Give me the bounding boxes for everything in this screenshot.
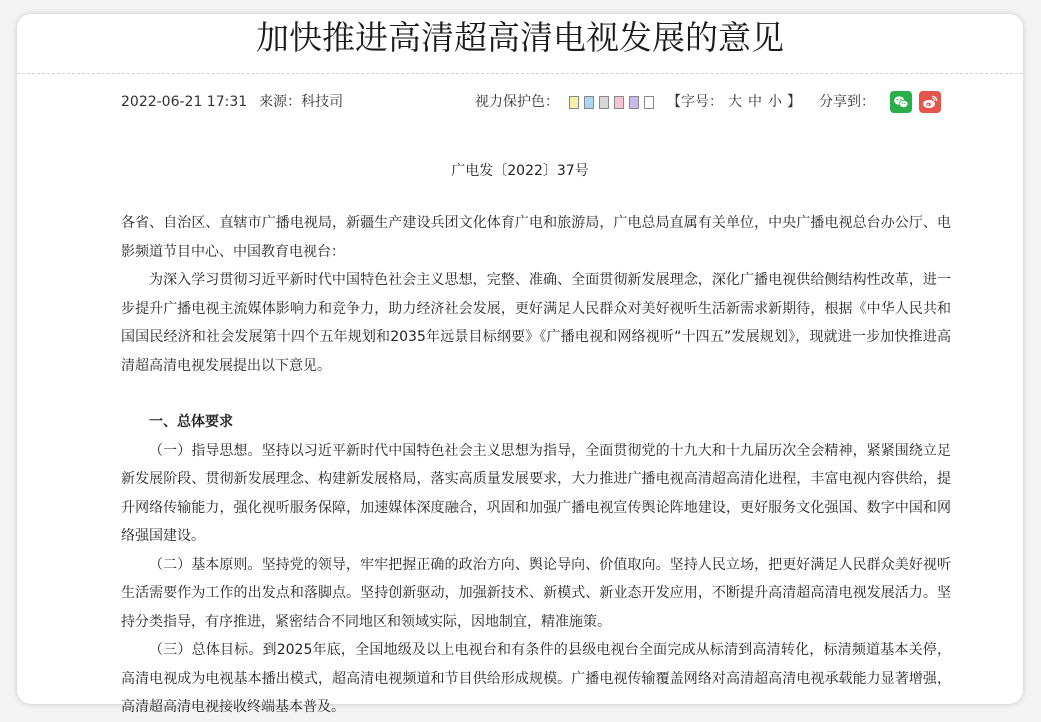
font-size-bracket-close: 】 — [787, 94, 801, 110]
basic-principles-paragraph: （二）基本原则。坚持党的领导，牢牢把握正确的政治方向、舆论导向、价值取向。坚持人民立场，把更好满足人民群众美好视听生活需要作为工作的出发点和落脚点。坚持创新驱动，加强新技术、新模式、新业态开发应用，不断提升高清超高清电视发展活力。坚持分类指导，有序推进，紧密结合不同地区和领域实际，因地制宜，精准施策。 — [121, 556, 951, 630]
publish-date: 2022-06-21 17:31 — [121, 94, 248, 110]
article-source: 来源：科技司 — [259, 94, 344, 110]
color-swatch-gray[interactable] — [599, 96, 609, 109]
font-size-large-button[interactable]: 大 — [728, 94, 742, 110]
font-size-small-button[interactable]: 小 — [768, 94, 782, 110]
overall-goals-paragraph: （三）总体目标。到2025年底，全国地级及以上电视台和有条件的县级电视台全面完成从标清到高清转化，标清频道基本关停，高清电视成为电视基本播出模式，超高清电视频道和节目供给形成规模。广播电视传输覆盖网络对高清超高清电视承载能力显著增强，高清超高清电视接收终端基本普及。 — [121, 642, 951, 715]
color-swatch-purple[interactable] — [629, 96, 639, 109]
share-weibo-button[interactable] — [919, 91, 941, 113]
color-swatch-group — [569, 96, 659, 109]
document-number: 广电发〔2022〕37号 — [451, 163, 589, 179]
color-swatch-pink[interactable] — [614, 96, 624, 109]
article-title: 加快推进高清超高清电视发展的意见 — [256, 18, 784, 57]
paragraph-spacer — [121, 380, 951, 408]
article-card — [17, 14, 1023, 715]
share-wechat-button[interactable] — [890, 91, 912, 113]
article-body — [121, 209, 951, 722]
guiding-thought-paragraph: （一）指导思想。坚持以习近平新时代中国特色社会主义思想为指导，全面贯彻党的十九大和十九届历次全会精神，紧紧围绕立足新发展阶段、贯彻新发展理念、构建新发展格局，落实高质量发展要求，大力推进广播电视高清超高清化进程，丰富电视内容供给，提升网络传输能力，强化视听服务保障，加速媒体深度融合，巩固和加强广播电视宣传舆论阵地建设，更好服务文化强国、数字中国和网络强国建设。 — [121, 442, 951, 544]
share-label: 分享到： — [819, 94, 875, 110]
color-swatch-yellow[interactable] — [569, 96, 579, 109]
section-heading: 一、总体要求 — [149, 414, 233, 430]
title-divider — [17, 73, 1023, 74]
color-swatch-blue[interactable] — [584, 96, 594, 109]
wechat-icon — [893, 94, 909, 110]
font-size-medium-button[interactable]: 中 — [748, 94, 762, 110]
intro-paragraph: 为深入学习贯彻习近平新时代中国特色社会主义思想，完整、准确、全面贯彻新发展理念，深化广播电视供给侧结构性改革，进一步提升广播电视主流媒体影响力和竞争力，助力经济社会发展，更好满足人民群众对美好视听生活新需求新期待，根据《中华人民共和国国民经济和社会发展第十四个五年规划和2035年远景目标纲要》《广播电视和网络视听“十四五”发展规划》，现就进一步加快推进高清超高清电视发展提出以下意见。 — [121, 272, 951, 374]
addressee-paragraph: 各省、自治区、直辖市广播电视局，新疆生产建设兵团文化体育广电和旅游局，广电总局直属有关单位，中央广播电视总台办公厅、电影频道节目中心、中国教育电视台： — [121, 215, 951, 260]
color-swatch-white[interactable] — [644, 96, 654, 109]
article-tools — [475, 90, 941, 114]
font-size-bracket-open: 【字号： — [667, 94, 723, 110]
article-info — [121, 90, 343, 114]
weibo-icon — [922, 94, 938, 110]
eye-protect-label: 视力保护色： — [475, 94, 559, 110]
article-meta-bar — [121, 90, 941, 114]
